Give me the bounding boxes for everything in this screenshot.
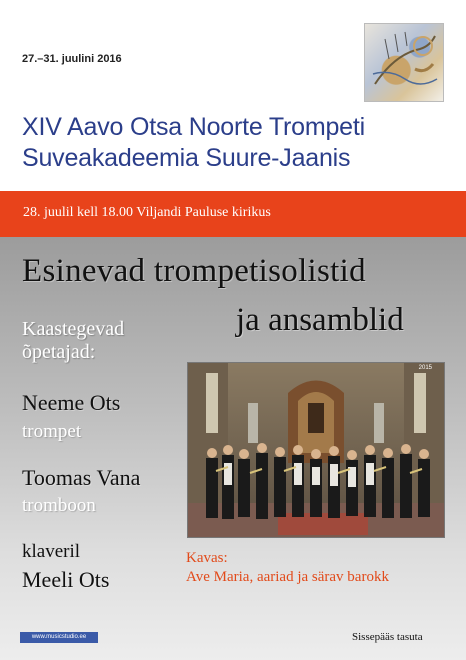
festival-dates: 27.–31. juulini 2016: [22, 53, 122, 65]
photo-year: 2015: [418, 365, 432, 371]
performer-name: Neeme Ots: [22, 390, 121, 415]
program-label: Kavas:: [186, 550, 228, 566]
headline-line2: ja ansamblid: [236, 302, 404, 338]
website-link[interactable]: www.musicstudio.ee: [20, 632, 98, 643]
trumpet-artwork-image: [364, 23, 444, 102]
academy-title: [22, 112, 365, 174]
performer-instrument: tromboon: [22, 495, 96, 516]
event-banner: [0, 191, 466, 237]
performer-instrument: klaveril: [22, 541, 81, 562]
academy-title-line1: XIV Aavo Otsa Noorte Trompeti: [22, 113, 365, 141]
free-entry-note: Sissepääs tasuta: [352, 631, 423, 643]
guest-label-line1: Kaastegevad: [22, 318, 125, 340]
headline-line1: Esinevad trompetisolistid: [22, 253, 366, 289]
trumpet-artwork-icon: [365, 24, 443, 101]
guest-teachers-label: [22, 318, 124, 364]
performer-name: Toomas Vana: [22, 465, 141, 490]
ensemble-group-photo: [187, 362, 445, 538]
program-text: Ave Maria, aariad ja särav barokk: [186, 569, 389, 585]
academy-title-line2: Suveakadeemia Suure-Jaanis: [22, 144, 351, 172]
performer-instrument: trompet: [22, 421, 82, 442]
event-details: 28. juulil kell 18.00 Viljandi Pauluse kirikus: [23, 205, 271, 220]
guest-label-line2: õpetajad:: [22, 341, 96, 363]
church-photo-icon: [188, 363, 444, 537]
performer-name: Meeli Ots: [22, 567, 110, 592]
